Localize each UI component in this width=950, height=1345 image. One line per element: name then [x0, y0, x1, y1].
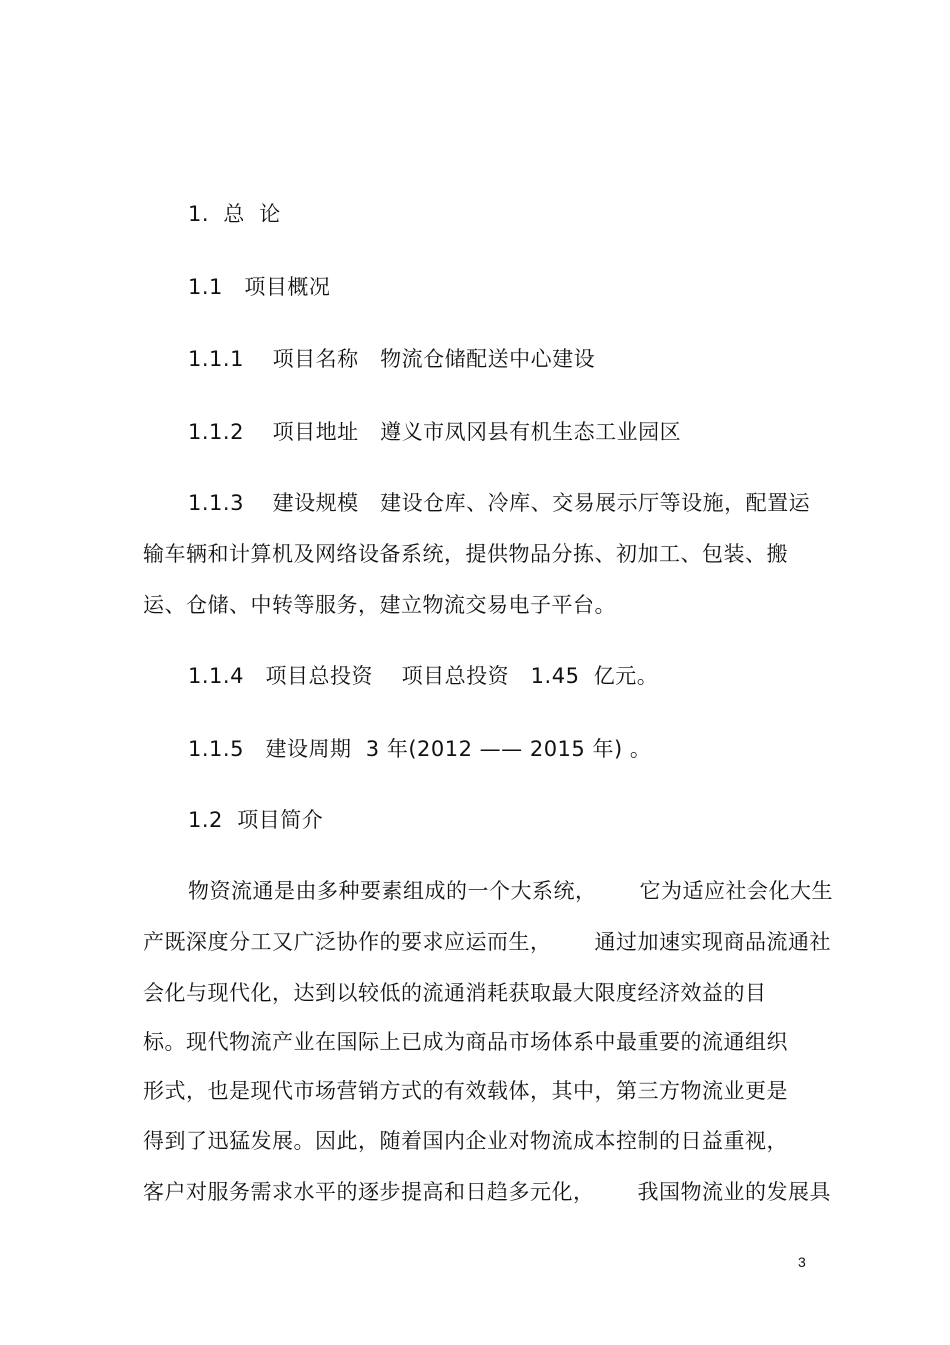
paragraph-line-2: 产既深度分工又广泛协作的要求应运而生， 通过加速实现商品流通社	[143, 930, 832, 954]
item-1-1-2: 1.1.2 项目地址 遵义市凤冈县有机生态工业园区	[188, 420, 682, 444]
paragraph-line-3: 会化与现代化，达到以较低的流通消耗获取最大限度经济效益的目	[143, 981, 767, 1005]
item-1-1-4: 1.1.4 项目总投资 项目总投资 1.45 亿元。	[188, 664, 659, 688]
heading-1-2: 1.2 项目简介	[188, 808, 324, 832]
item-1-1-3-line-3: 运、仓储、中转等服务，建立物流交易电子平台。	[143, 593, 616, 617]
paragraph-line-7: 客户对服务需求水平的逐步提高和日趋多元化， 我国物流业的发展具	[143, 1180, 832, 1204]
item-1-1-3-line-2: 输车辆和计算机及网络设备系统，提供物品分拣、初加工、包装、搬	[143, 542, 788, 566]
item-1-1-5: 1.1.5 建设周期 3 年(2012 —— 2015 年) 。	[188, 737, 652, 761]
paragraph-line-1: 物资流通是由多种要素组成的一个大系统， 它为适应社会化大生	[188, 879, 834, 903]
item-1-1-3-line-1: 1.1.3 建设规模 建设仓库、冷库、交易展示厅等设施，配置运	[188, 491, 811, 515]
paragraph-line-5: 形式，也是现代市场营销方式的有效载体，其中，第三方物流业更是	[143, 1079, 788, 1103]
heading-1-1: 1.1 项目概况	[188, 275, 331, 299]
page-number: 3	[798, 1254, 806, 1270]
paragraph-line-4: 标。现代物流产业在国际上已成为商品市场体系中最重要的流通组织	[143, 1030, 788, 1054]
item-1-1-1: 1.1.1 项目名称 物流仓储配送中心建设	[188, 347, 596, 371]
paragraph-line-6: 得到了迅猛发展。因此，随着国内企业对物流成本控制的日益重视，	[143, 1129, 788, 1153]
heading-chapter-1: 1. 总 论	[188, 202, 281, 226]
